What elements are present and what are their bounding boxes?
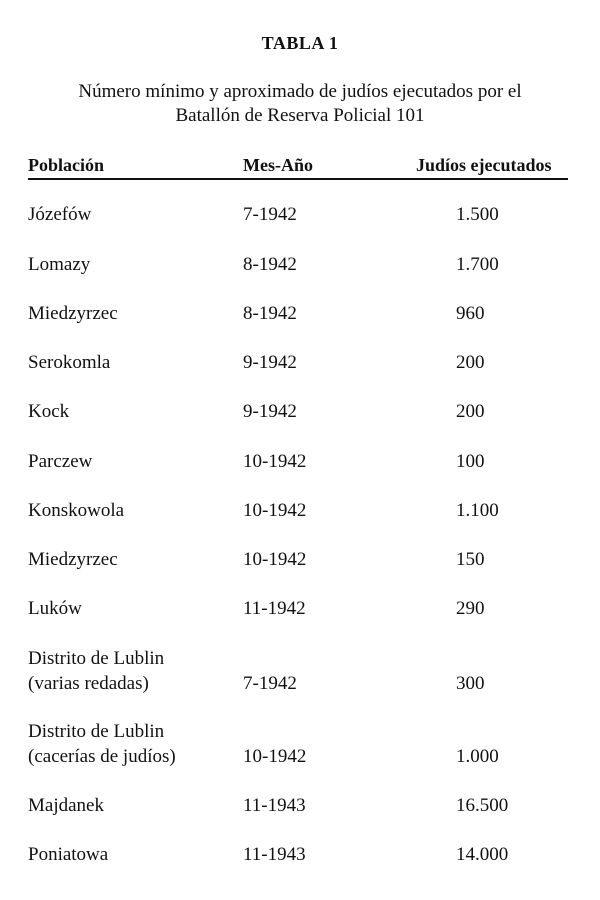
cell-poblacion-line-1: Distrito de Lublin bbox=[28, 648, 165, 669]
caption-line-2: Batallón de Reserva Policial 101 bbox=[175, 105, 425, 126]
cell-judios: 16.500 bbox=[456, 795, 509, 816]
cell-poblacion: Józefów bbox=[28, 204, 92, 225]
cell-mes-ano: 10-1942 bbox=[243, 500, 307, 521]
cell-mes-ano: 10-1942 bbox=[243, 549, 307, 570]
cell-mes-ano: 11-1942 bbox=[243, 598, 306, 619]
cell-mes-ano: 8-1942 bbox=[243, 254, 297, 275]
cell-mes-ano: 10-1942 bbox=[243, 451, 307, 472]
cell-mes-ano: 10-1942 bbox=[243, 746, 307, 767]
cell-poblacion: Parczew bbox=[28, 451, 93, 472]
table-caption bbox=[0, 80, 600, 128]
cell-judios: 1.500 bbox=[456, 204, 499, 225]
cell-judios: 1.100 bbox=[456, 500, 499, 521]
cell-judios: 200 bbox=[456, 401, 485, 422]
cell-poblacion-line-1: Distrito de Lublin bbox=[28, 721, 165, 742]
cell-mes-ano: 11-1943 bbox=[243, 844, 306, 865]
cell-judios: 1.000 bbox=[456, 746, 499, 767]
cell-poblacion bbox=[28, 719, 176, 769]
table-header bbox=[28, 154, 568, 180]
cell-poblacion: Konskowola bbox=[28, 500, 125, 521]
cell-poblacion: Kock bbox=[28, 401, 70, 422]
cell-mes-ano: 7-1942 bbox=[243, 204, 297, 225]
cell-judios: 960 bbox=[456, 303, 485, 324]
cell-poblacion-line-2: (varias redadas) bbox=[28, 673, 149, 694]
table-title: TABLA 1 bbox=[261, 33, 339, 53]
cell-judios: 300 bbox=[456, 673, 485, 694]
cell-mes-ano: 7-1942 bbox=[243, 673, 297, 694]
cell-poblacion: Miedzyrzec bbox=[28, 549, 118, 570]
cell-mes-ano: 11-1943 bbox=[243, 795, 306, 816]
header-judios-ejecutados: Judíos ejecutados bbox=[416, 155, 552, 175]
cell-mes-ano: 9-1942 bbox=[243, 401, 297, 422]
header-mes-ano: Mes-Año bbox=[243, 155, 313, 175]
cell-poblacion: Majdanek bbox=[28, 795, 104, 816]
header-poblacion: Población bbox=[28, 155, 105, 175]
cell-judios: 100 bbox=[456, 451, 485, 472]
cell-poblacion bbox=[28, 646, 164, 696]
cell-judios: 14.000 bbox=[456, 844, 509, 865]
cell-judios: 1.700 bbox=[456, 254, 499, 275]
cell-poblacion: Luków bbox=[28, 598, 82, 619]
cell-poblacion: Lomazy bbox=[28, 254, 91, 275]
cell-poblacion: Serokomla bbox=[28, 352, 111, 373]
cell-poblacion-line-2: (cacerías de judíos) bbox=[28, 746, 176, 767]
cell-judios: 290 bbox=[456, 598, 485, 619]
caption-line-1: Número mínimo y aproximado de judíos ejecutados por el bbox=[78, 81, 522, 102]
cell-judios: 200 bbox=[456, 352, 485, 373]
cell-poblacion: Miedzyrzec bbox=[28, 303, 118, 324]
cell-mes-ano: 9-1942 bbox=[243, 352, 297, 373]
cell-poblacion: Poniatowa bbox=[28, 844, 109, 865]
cell-judios: 150 bbox=[456, 549, 485, 570]
cell-mes-ano: 8-1942 bbox=[243, 303, 297, 324]
